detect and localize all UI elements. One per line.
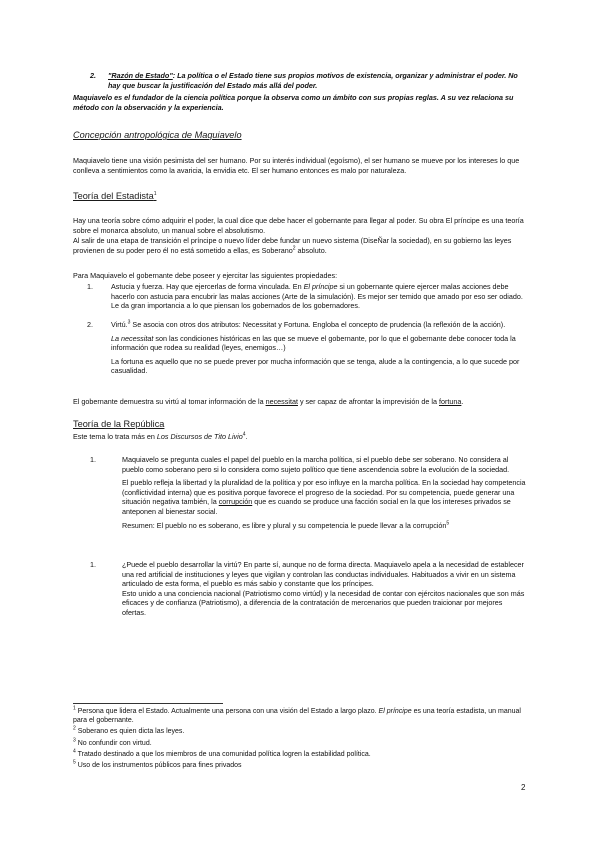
list-number: 1. bbox=[87, 282, 93, 291]
list-item: 1. Maquiavelo se pregunta cuales el papel del pueblo en la marcha política, si el pueblo debe ser soberano. No considera al pueblo como soberano pero si lo considera como sujeto político que tiene ascendencia sobre la evolución de la sociedad. El pueblo refleja la libertad y la pluralidad de la política y por eso influye en la marcha política. En la sociedad hay competencia (conflictividad interna) que es positiva porque favorece el progreso de la sociedad. Por su competencia, puede generar una situación negativa también, la corrupción que es cuando se produce una facción social en la que los intereses privados se anteponen al bienestar social. Resumen: El pueblo no es soberano, es libre y plural y su competencia le puede llevar a la corrupción$^5$ bbox=[90, 455, 526, 530]
paragraph: Para Maquiavelo el gobernante debe poseer y ejercitar las siguientes propiedades: bbox=[73, 271, 338, 280]
paragraph: Maquiavelo tiene una visión pesimista del ser humano. Por su interés individual (egoísmo), el ser humano se mueve por los intereses lo que conlleva a sentimientos como la avaricia, la envidia etc. El ser humano entonces es malo por naturaleza. bbox=[73, 156, 520, 175]
paragraph: Hay una teoría sobre cómo adquirir el poder, la cual dice que debe hacer el gobernante para llegar al poder. Su obra El príncipe es una teoría sobre el monarca absoluto, un manual sobre el absolutismo. bbox=[73, 216, 524, 235]
list-number: 2. bbox=[87, 320, 93, 329]
page-number: 2 bbox=[521, 783, 526, 792]
list-number: 1. bbox=[90, 560, 96, 569]
footnote: $^5$ Uso de los instrumentos públicos para fines privados bbox=[73, 759, 242, 770]
list-number: 1. bbox=[90, 455, 96, 464]
footnote: $^4$ Tratado destinado a que los miembros de una comunidad política logren la estabilidad política. bbox=[73, 748, 371, 758]
section-heading: Teoría del Estadista$^1$ bbox=[73, 190, 157, 201]
footnote: $^3$ No confundir con virtud. bbox=[73, 737, 152, 747]
list-item: 2. Virtú.$^3$ Se asocia con otros dos atributos: Necessitat y Fortuna. Engloba el concepto de prudencia (la reflexión de la acción). La necessitat son las condiciones históricas en las que se mueve el gobernante, por lo que el gobernante debe conocer toda la información que rodea su realidad (leyes, enemigos…) La fortuna es aquello que no se puede prever por mucha información que se tenga, alude a la contingencia, a lo que sucede por casualidad. bbox=[87, 319, 520, 376]
paragraph: El gobernante demuestra su virtú al tomar información de la necessitat y ser capaz de afrontar la imprevisión de la fortuna. bbox=[73, 397, 464, 406]
paragraph: Este tema lo trata más en Los Discursos de Tito Livio$^4$. bbox=[73, 431, 248, 441]
footnote: $^1$ Persona que lidera el Estado. Actualmente una persona con una visión del Estado a largo plazo. El príncipe es una teoría estadista, un manual para el gobernante. bbox=[73, 705, 521, 725]
list-item: 1. Astucia y fuerza. Hay que ejercerlas de forma vinculada. En El príncipe si un gobernante quiere ejercer malas acciones debe hacerlo con astucia para encubrir las malas acciones (Arte de la simulación). Es mejor ser temido que amado por eso ser odiado. Le da gran importancia a lo que piensan los gobernados de los gobernadores. bbox=[87, 282, 523, 311]
item-text: : La política o el Estado tiene sus propios motivos de existencia, organizar y administrar el poder. No hay que buscar la justificación del Estado más allá del poder. bbox=[108, 71, 518, 90]
list-item: 1. ¿Puede el pueblo desarrollar la virtú? En parte sí, aunque no de forma directa. Maquiavelo apela a la necesidad de establecer una red artificial de instituciones y leyes que vigilan y controlan las conductas individuales. Habituados a vivir en un sistema articulado de esta forma, el pueblo es más sabio y constante que los príncipes. Esto unido a una conciencia nacional (Patriotismo como virtúd) y la necesidad de contar con ejércitos nacionales que son más eficaces y de confianza (Patriotismo), a diferencia de la contratación de mercenarios que pueden traicionar por mejores ofertas. bbox=[90, 560, 525, 617]
paragraph: Al salir de una etapa de transición el príncipe o nuevo líder debe fundar un nuevo sistema (DiseÑar la sociedad), en su gobierno las leyes provienen de su poder pero él no está sometido a ellas, es Soberano$^2$ absoluto. bbox=[73, 236, 512, 255]
section-heading: Teoría de la República bbox=[73, 419, 165, 429]
razon-estado-term: "Razón de Estado" bbox=[108, 71, 173, 80]
intro-list-item bbox=[90, 71, 530, 90]
list-number: 2. bbox=[90, 71, 96, 80]
footnote: $^2$ Soberano es quien dicta las leyes. bbox=[73, 726, 185, 736]
intro-summary: Maquiavelo es el fundador de la ciencia política porque la observa como un ámbito con sus propias reglas. A su vez relaciona su método con la observación y la experiencia. bbox=[73, 93, 514, 112]
footnote-divider bbox=[73, 703, 223, 704]
footnotes bbox=[73, 707, 533, 772]
section-heading: Concepción antropológica de Maquiavelo bbox=[73, 130, 242, 140]
